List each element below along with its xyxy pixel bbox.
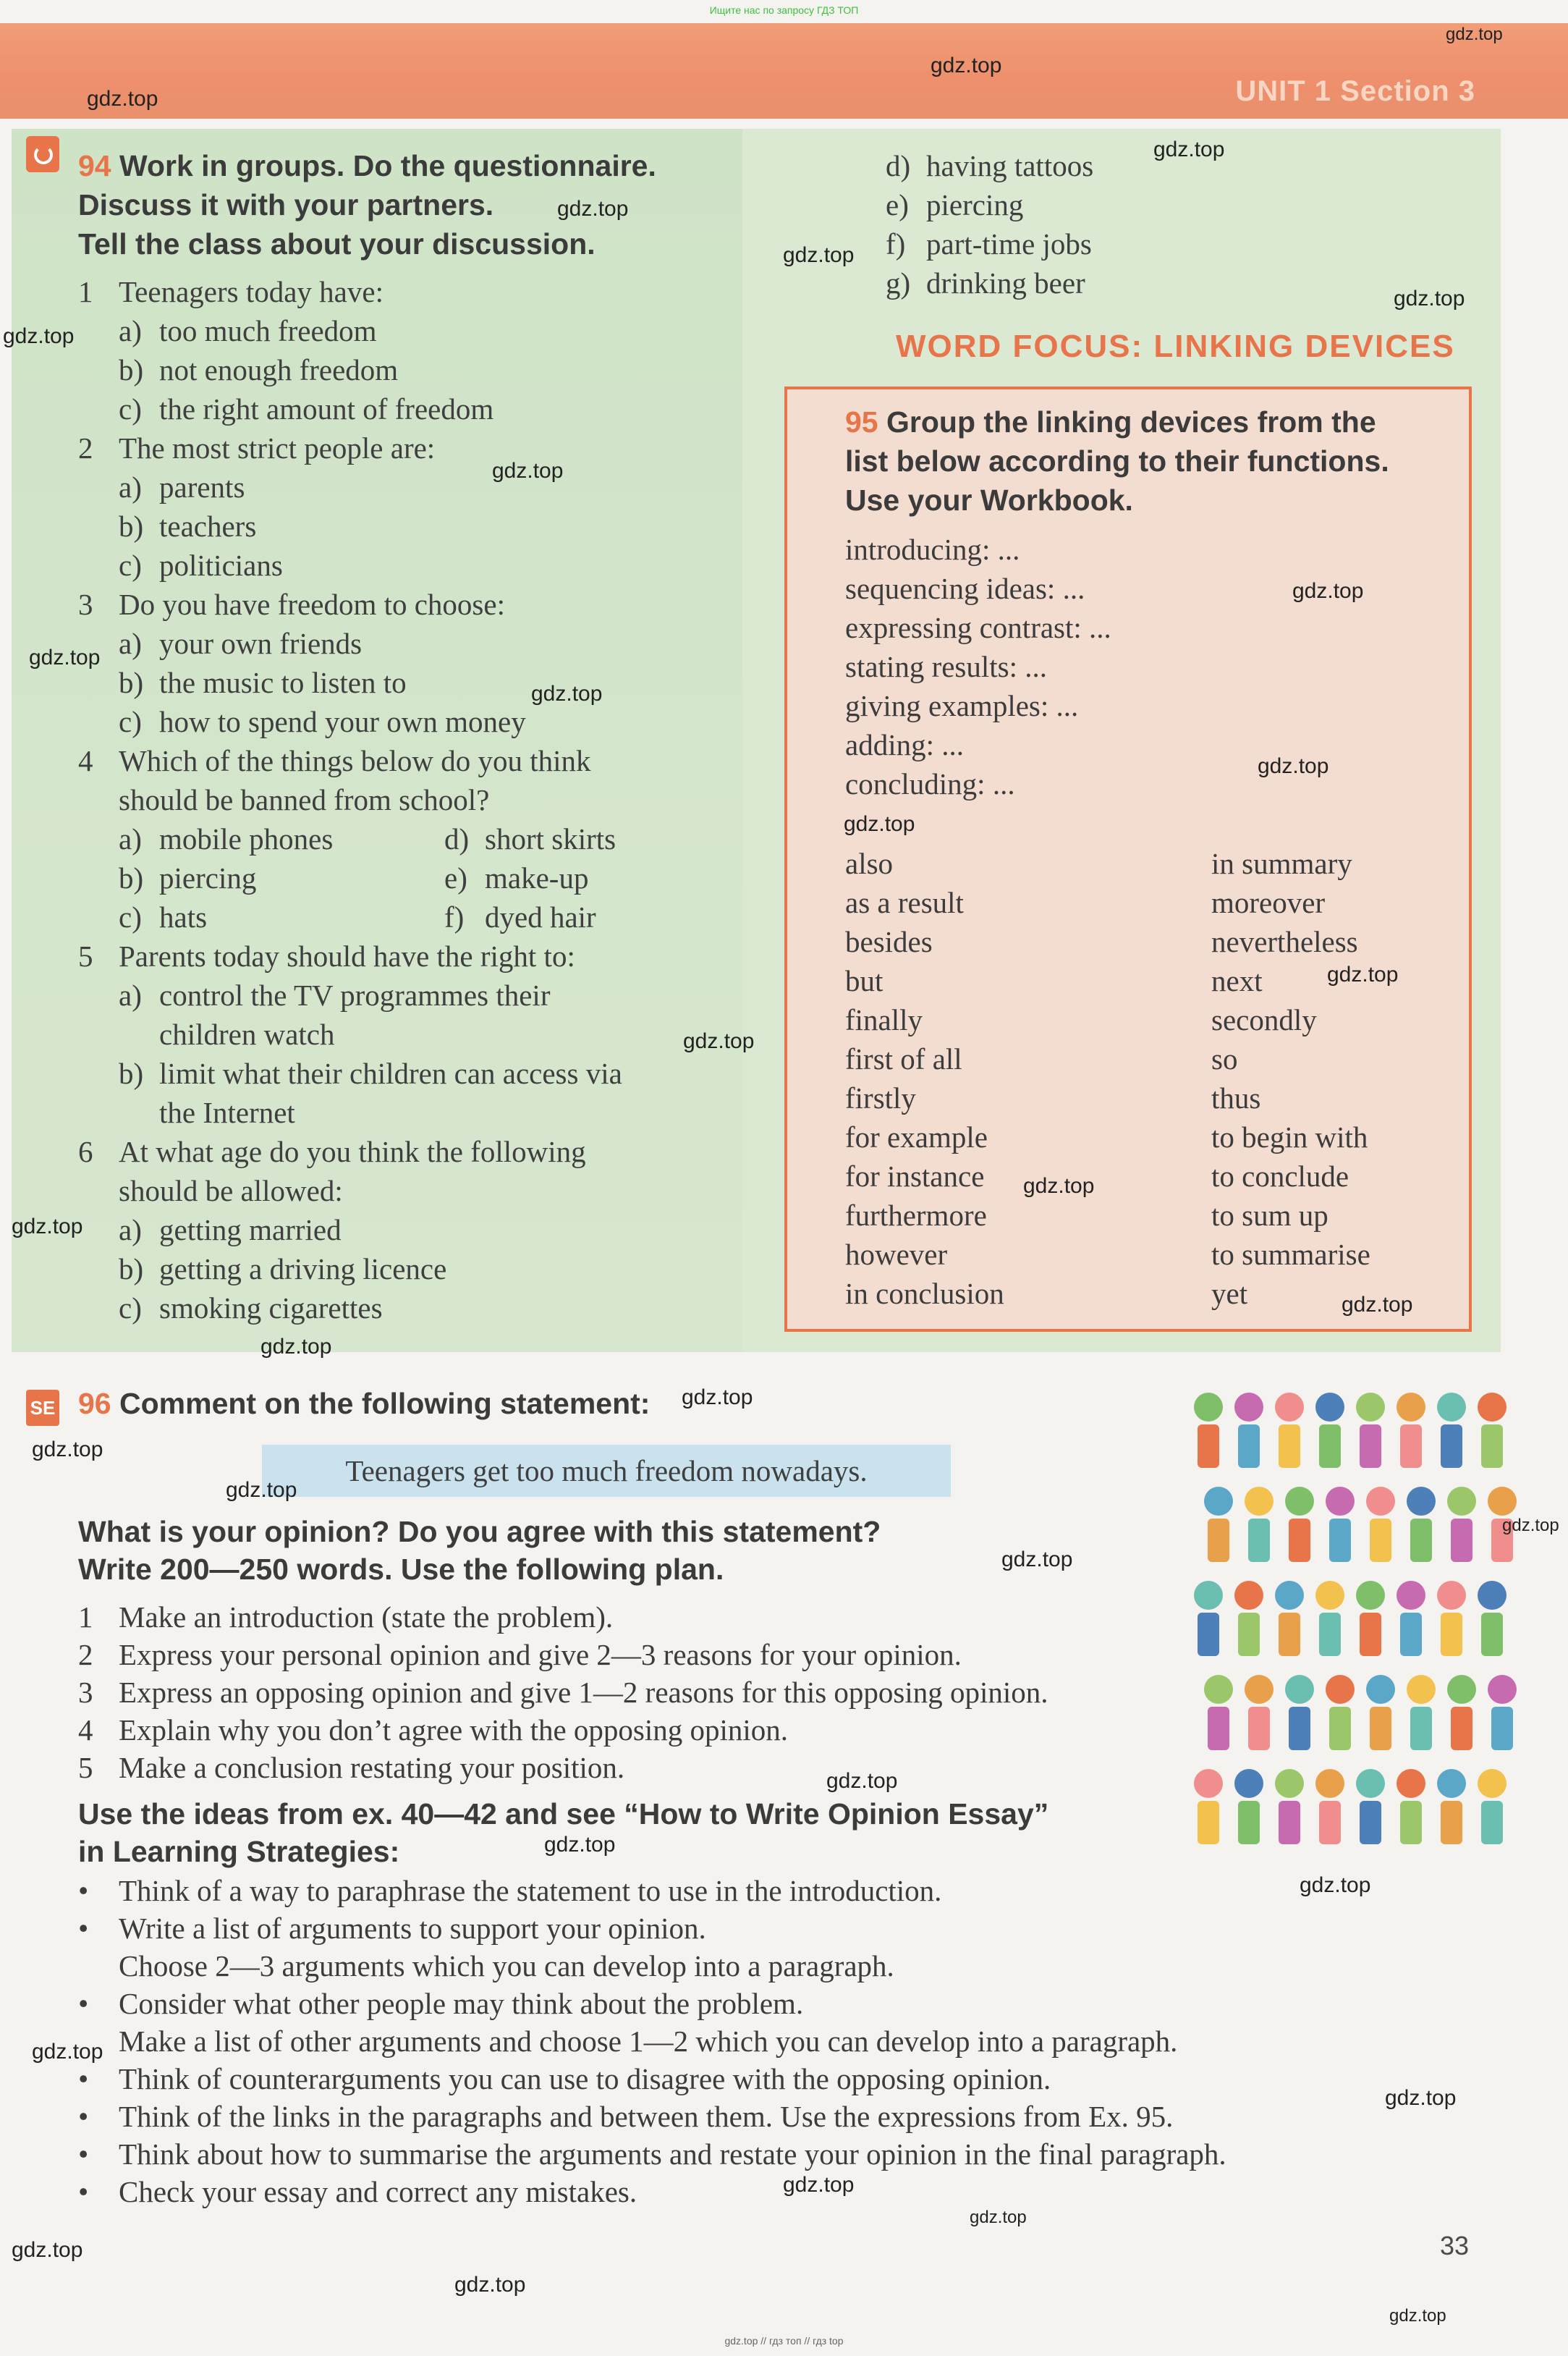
watermark: gdz.top bbox=[1389, 2306, 1446, 2326]
watermark: gdz.top bbox=[531, 682, 603, 706]
question-2: 2 The most strict people are: bbox=[78, 431, 436, 465]
watermark: gdz.top bbox=[454, 2273, 526, 2297]
q2-option-b: b) teachers bbox=[119, 510, 257, 543]
device-item: secondly bbox=[1211, 1003, 1317, 1036]
person-figure-icon bbox=[1245, 1675, 1274, 1750]
person-figure-icon bbox=[1326, 1487, 1355, 1562]
q2-option-a: a) parents bbox=[119, 470, 245, 504]
q1-option-c: c) the right amount of freedom bbox=[119, 392, 494, 426]
device-item: however bbox=[845, 1238, 948, 1271]
q4-options-row-3: c) hats f) dyed hair bbox=[119, 900, 596, 934]
person-figure-icon bbox=[1437, 1581, 1466, 1656]
watermark: gdz.top bbox=[970, 2208, 1027, 2227]
device-item: so bbox=[1211, 1042, 1238, 1076]
watermark: gdz.top bbox=[1300, 1873, 1371, 1897]
device-item: for example bbox=[845, 1120, 988, 1154]
watermark: gdz.top bbox=[29, 646, 101, 670]
ex95-number: 95 bbox=[845, 405, 878, 439]
q5-option-b-line-2: the Internet bbox=[159, 1096, 295, 1129]
watermark: gdz.top bbox=[87, 87, 158, 111]
person-figure-icon bbox=[1478, 1581, 1506, 1656]
person-figure-icon bbox=[1366, 1487, 1395, 1562]
q3-option-b: b) the music to listen to bbox=[119, 666, 407, 699]
watermark: gdz.top bbox=[826, 1769, 898, 1793]
person-figure-icon bbox=[1356, 1769, 1385, 1844]
q6-option-b: b) getting a driving licence bbox=[119, 1252, 447, 1285]
top-note: Ищите нас по запросу ГДЗ ТОП bbox=[709, 4, 859, 16]
person-figure-icon bbox=[1194, 1581, 1223, 1656]
watermark: gdz.top bbox=[1153, 138, 1225, 161]
person-figure-icon bbox=[1275, 1581, 1304, 1656]
watermark: gdz.top bbox=[1001, 1548, 1073, 1571]
device-item: also bbox=[845, 847, 894, 880]
person-figure-icon bbox=[1285, 1675, 1314, 1750]
plan-item: 5 Make a conclusion restating your position. bbox=[78, 1751, 625, 1784]
person-figure-icon bbox=[1245, 1487, 1274, 1562]
questionnaire bbox=[78, 272, 708, 1327]
watermark: gdz.top bbox=[1502, 1516, 1559, 1535]
person-figure-icon bbox=[1326, 1675, 1355, 1750]
person-figure-icon bbox=[1275, 1769, 1304, 1844]
ex96-heading: 96 Comment on the following statement: bbox=[78, 1387, 650, 1420]
tip-item: • Think of a way to paraphrase the statement to use in the introduction. bbox=[78, 1874, 942, 1907]
watermark: gdz.top bbox=[783, 2173, 855, 2197]
q6-option-c: c) smoking cigarettes bbox=[119, 1291, 383, 1325]
person-figure-icon bbox=[1194, 1393, 1223, 1468]
word-focus-title: WORD FOCUS: LINKING DEVICES bbox=[896, 329, 1455, 364]
person-figure-icon bbox=[1397, 1769, 1425, 1844]
person-figure-icon bbox=[1204, 1487, 1233, 1562]
q3-option-a: a) your own friends bbox=[119, 627, 363, 660]
person-figure-icon bbox=[1275, 1393, 1304, 1468]
tip-item: • Think of counterarguments you can use to disagree with the opposing opinion. bbox=[78, 2062, 1051, 2095]
person-figure-icon bbox=[1204, 1675, 1233, 1750]
person-figure-icon bbox=[1397, 1581, 1425, 1656]
watermark: gdz.top bbox=[1394, 287, 1465, 311]
q6-option-d: d) having tattoos bbox=[886, 149, 1094, 182]
q6-continued-options bbox=[886, 146, 1093, 303]
function-item: sequencing ideas: ... bbox=[845, 572, 1085, 605]
watermark: gdz.top bbox=[32, 1437, 103, 1461]
ex95-heading: 95 Group the linking devices from the list below according to their functions. Use your Workbook. bbox=[845, 405, 1389, 517]
device-item: besides bbox=[845, 925, 933, 958]
device-item: for instance bbox=[845, 1160, 985, 1193]
watermark: gdz.top bbox=[1023, 1174, 1095, 1198]
watermark: gdz.top bbox=[1258, 754, 1329, 778]
device-item: next bbox=[1211, 964, 1263, 997]
function-list bbox=[845, 530, 1111, 803]
ex94-heading-line-3: Tell the class about your discussion. bbox=[78, 227, 596, 261]
watermark: gdz.top bbox=[1446, 25, 1503, 44]
function-item: adding: ... bbox=[845, 728, 964, 761]
device-item: to summarise bbox=[1211, 1238, 1370, 1271]
function-item: expressing contrast: ... bbox=[845, 611, 1111, 644]
essay-plan bbox=[78, 1598, 1048, 1786]
q4-options-row-1: a) mobile phones d) short skirts bbox=[119, 822, 616, 856]
page-number: 33 bbox=[1440, 2231, 1470, 2260]
device-item: to begin with bbox=[1211, 1120, 1368, 1154]
person-figure-icon bbox=[1478, 1769, 1506, 1844]
tip-item: Choose 2—3 arguments which you can develop into a paragraph. bbox=[119, 1949, 894, 1983]
question-6: 6 At what age do you think the following bbox=[78, 1135, 586, 1168]
question-4: 4 Which of the things below do you think bbox=[78, 744, 591, 777]
watermark: gdz.top bbox=[683, 1029, 755, 1053]
watermark: gdz.top bbox=[783, 243, 855, 267]
q5-option-a-line-2: children watch bbox=[159, 1018, 335, 1051]
person-figure-icon bbox=[1447, 1487, 1476, 1562]
tip-item: • Think about how to summarise the arguments and restate your opinion in the final paragraph. bbox=[78, 2137, 1226, 2171]
question-3: 3 Do you have freedom to choose: bbox=[78, 588, 505, 621]
person-figure-icon bbox=[1437, 1769, 1466, 1844]
plan-item: 4 Explain why you don’t agree with the opposing opinion. bbox=[78, 1713, 789, 1747]
unit-label: UNIT 1 Section 3 bbox=[1235, 75, 1475, 107]
q1-option-b: b) not enough freedom bbox=[119, 353, 399, 387]
watermark: gdz.top bbox=[260, 1335, 332, 1359]
person-figure-icon bbox=[1356, 1393, 1385, 1468]
watermark: gdz.top bbox=[1327, 963, 1399, 987]
tip-item: • Check your essay and correct any mistakes. bbox=[78, 2175, 637, 2208]
question-4-line-2: should be banned from school? bbox=[119, 783, 490, 816]
q3-option-c: c) how to spend your own money bbox=[119, 705, 526, 738]
watermark: gdz.top bbox=[1385, 2086, 1457, 2110]
watermark: gdz.top bbox=[544, 1833, 616, 1857]
plan-item: 2 Express your personal opinion and give 2—3 reasons for your opinion. bbox=[78, 1638, 962, 1671]
person-figure-icon bbox=[1234, 1393, 1263, 1468]
person-figure-icon bbox=[1407, 1487, 1436, 1562]
device-item: to sum up bbox=[1211, 1199, 1328, 1232]
device-item: but bbox=[845, 964, 883, 997]
watermark: gdz.top bbox=[931, 54, 1002, 77]
watermark: gdz.top bbox=[12, 1215, 83, 1238]
q6-option-f: f) part-time jobs bbox=[886, 227, 1092, 261]
person-figure-icon bbox=[1407, 1675, 1436, 1750]
function-item: stating results: ... bbox=[845, 650, 1048, 683]
tips-list bbox=[78, 1872, 1226, 2211]
tip-item: • Think of the links in the paragraphs and between them. Use the expressions from Ex. 95. bbox=[78, 2100, 1174, 2133]
watermark: gdz.top bbox=[844, 812, 915, 836]
ex96-subheading: What is your opinion? Do you agree with this statement? Write 200—250 words. Use the following plan. bbox=[78, 1515, 881, 1586]
watermark: gdz.top bbox=[32, 2040, 103, 2064]
question-1: 1 Teenagers today have: bbox=[78, 275, 383, 308]
watermark: gdz.top bbox=[3, 324, 75, 348]
q5-option-b: b) limit what their children can access via bbox=[119, 1057, 622, 1090]
person-figure-icon bbox=[1315, 1769, 1344, 1844]
device-item: furthermore bbox=[845, 1199, 987, 1232]
person-figure-icon bbox=[1356, 1581, 1385, 1656]
tip-item: • Consider what other people may think about the problem. bbox=[78, 1987, 804, 2020]
person-figure-icon bbox=[1447, 1675, 1476, 1750]
group-work-icon bbox=[26, 136, 59, 172]
person-figure-icon bbox=[1397, 1393, 1425, 1468]
person-figure-icon bbox=[1315, 1581, 1344, 1656]
person-figure-icon bbox=[1437, 1393, 1466, 1468]
q6-option-e: e) piercing bbox=[886, 188, 1024, 221]
device-item: yet bbox=[1211, 1277, 1248, 1310]
person-figure-icon bbox=[1315, 1393, 1344, 1468]
ex96-number: 96 bbox=[78, 1387, 111, 1420]
person-figure-icon bbox=[1285, 1487, 1314, 1562]
watermark: gdz.top bbox=[682, 1385, 753, 1409]
device-item: in conclusion bbox=[845, 1277, 1004, 1310]
watermark: gdz.top bbox=[226, 1478, 297, 1502]
watermark: gdz.top bbox=[1292, 579, 1364, 603]
device-item: nevertheless bbox=[1211, 925, 1358, 958]
person-figure-icon bbox=[1366, 1675, 1395, 1750]
device-item: first of all bbox=[845, 1042, 962, 1076]
q4-options-row-2: b) piercing e) make-up bbox=[119, 861, 589, 895]
watermark: gdz.top bbox=[1342, 1293, 1413, 1317]
watermark: gdz.top bbox=[492, 459, 564, 483]
ex94-number: 94 bbox=[78, 149, 111, 182]
watermark: gdz.top bbox=[557, 197, 629, 221]
person-figure-icon bbox=[1234, 1581, 1263, 1656]
person-figure-icon bbox=[1478, 1393, 1506, 1468]
function-item: giving examples: ... bbox=[845, 689, 1079, 722]
q1-option-a: a) too much freedom bbox=[119, 314, 377, 347]
person-figure-icon bbox=[1234, 1769, 1263, 1844]
watermark: gdz.top bbox=[12, 2238, 83, 2262]
device-item: as a result bbox=[845, 886, 964, 919]
tip-item: Make a list of other arguments and choose 1—2 which you can develop into a paragraph. bbox=[119, 2024, 1178, 2058]
devices-right-column bbox=[1211, 844, 1370, 1313]
device-item: thus bbox=[1211, 1081, 1261, 1115]
q2-option-c: c) politicians bbox=[119, 549, 283, 582]
device-item: finally bbox=[845, 1003, 923, 1036]
tip-item: • Write a list of arguments to support your opinion. bbox=[78, 1912, 706, 1945]
statement-banner: Teenagers get too much freedom nowadays. bbox=[262, 1445, 951, 1497]
q6-option-g: g) drinking beer bbox=[886, 266, 1085, 300]
function-item: concluding: ... bbox=[845, 767, 1015, 801]
question-6-line-2: should be allowed: bbox=[119, 1174, 343, 1207]
ex94-heading-line-1: Work in groups. Do the questionnaire. bbox=[119, 149, 656, 182]
devices-left-column bbox=[845, 844, 1004, 1313]
device-item: in summary bbox=[1211, 847, 1352, 880]
plan-item: 1 Make an introduction (state the problem). bbox=[78, 1600, 614, 1634]
people-illustration bbox=[1194, 1393, 1534, 1870]
device-item: firstly bbox=[845, 1081, 916, 1115]
q5-option-a: a) control the TV programmes their bbox=[119, 979, 551, 1012]
question-5: 5 Parents today should have the right to: bbox=[78, 940, 575, 973]
q6-option-a: a) getting married bbox=[119, 1213, 342, 1246]
person-figure-icon bbox=[1488, 1675, 1517, 1750]
device-item: moreover bbox=[1211, 886, 1326, 919]
plan-item: 3 Express an opposing opinion and give 1—2 reasons for this opposing opinion. bbox=[78, 1676, 1048, 1709]
function-item: introducing: ... bbox=[845, 533, 1020, 566]
device-item: to conclude bbox=[1211, 1160, 1349, 1193]
se-badge-icon: SE bbox=[26, 1390, 59, 1426]
person-figure-icon bbox=[1194, 1769, 1223, 1844]
ex94-heading-line-2: Discuss it with your partners. bbox=[78, 188, 494, 221]
footer-note: gdz.top // гдз топ // гдз top bbox=[724, 2335, 844, 2347]
ideas-heading: Use the ideas from ex. 40—42 and see “How to Write Opinion Essay” in Learning Strategies: bbox=[78, 1797, 1049, 1868]
